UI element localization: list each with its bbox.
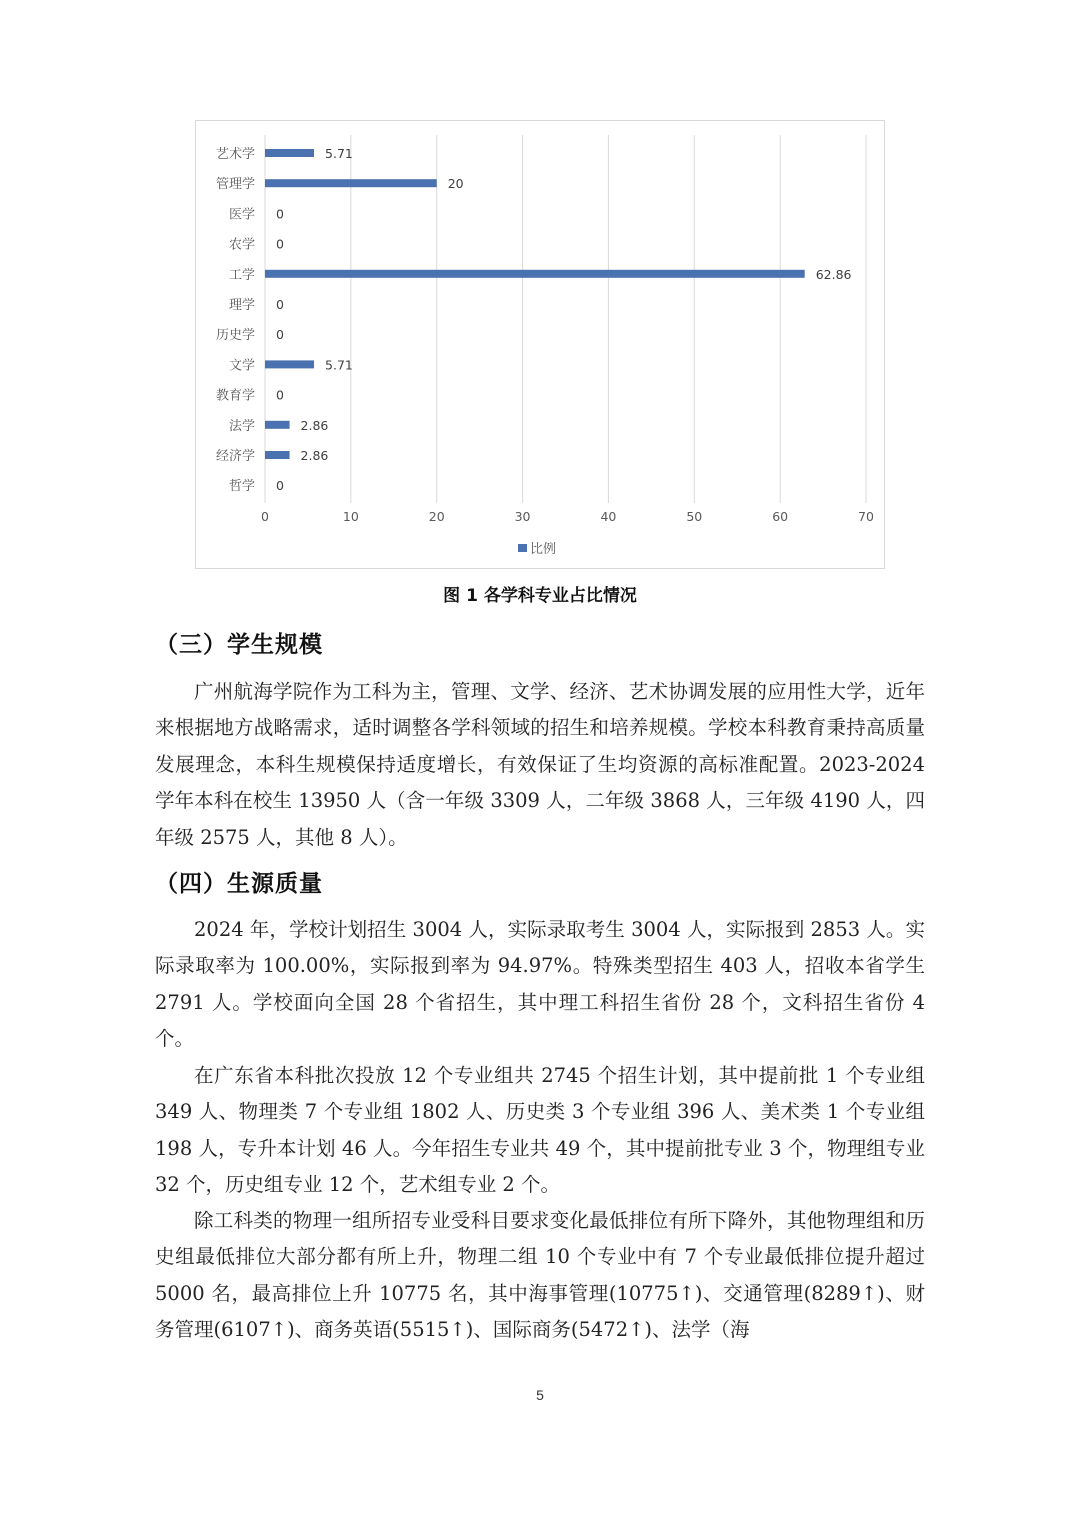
figure-caption: 图 1 各学科专业占比情况 xyxy=(443,586,637,606)
category-label: 医学 xyxy=(228,207,255,223)
section-heading-student-scale: （三）学生规模 xyxy=(155,632,323,658)
category-label: 文学 xyxy=(228,358,255,374)
x-tick-label: 40 xyxy=(600,509,617,524)
data-label: 0 xyxy=(276,387,284,403)
bar xyxy=(265,360,314,368)
category-label: 管理学 xyxy=(215,177,255,193)
bar xyxy=(265,451,290,459)
bar xyxy=(265,421,290,429)
category-label: 历史学 xyxy=(215,328,255,344)
paragraph-ranking-change: 除工科类的物理一组所招专业受科目要求变化最低排位有所下降外，其他物理组和历史组最低排位大部分都有所上升，物理二组 10 个专业中有 7 个专业最低排位提升超过 5000 名，最高排位上升 10775 名，其中海事管理(10775↑)、交通管理(8289↑)、财务管理(6107↑)、商务英语(5515↑)、国际商务(5472↑)、法学（海 xyxy=(155,1209,925,1342)
data-label: 2.86 xyxy=(300,448,329,463)
data-label: 0 xyxy=(276,297,284,312)
x-tick-label: 60 xyxy=(772,509,789,524)
x-tick-label: 30 xyxy=(514,509,531,524)
x-tick-label: 50 xyxy=(686,509,703,524)
paragraph-guangdong-plan: 在广东省本科批次投放 12 个专业组共 2745 个招生计划，其中提前批 1 个专业组 349 人、物理类 7 个专业组 1802 人、历史类 3 个专业组 396 人、美术类 1 个专业组 198 人，专升本计划 46 人。今年招生专业共 49 个，其中提前批专业 3 个，物理组专业 32 个，历史组专业 12 个，艺术组专业 2 个。 xyxy=(155,1064,925,1197)
paragraph-enrollment-overview: 2024 年，学校计划招生 3004 人，实际录取考生 3004 人，实际报到 2853 人。实际录取率为 100.00%，实际报到率为 94.97%。特殊类型招生 403 人，招收本省学生 2791 人。学校面向全国 28 个省招生，其中理工科招生省份 28 个，文科招生省份 4 个。 xyxy=(155,918,925,1051)
data-label: 5.71 xyxy=(325,357,353,373)
section-heading-enrollment-quality: （四）生源质量 xyxy=(155,871,323,897)
category-label: 法学 xyxy=(228,418,255,434)
chart-container xyxy=(195,120,885,569)
page-number: 5 xyxy=(536,1387,544,1403)
data-label: 62.86 xyxy=(815,266,852,282)
x-tick-label: 0 xyxy=(261,509,269,524)
data-label: 20 xyxy=(447,176,464,192)
category-label: 教育学 xyxy=(215,388,255,404)
paragraph-student-scale: 广州航海学院作为工科为主，管理、文学、经济、艺术协调发展的应用性大学，近年来根据地方战略需求，适时调整各学科领域的招生和培养规模。学校本科教育秉持高质量发展理念，本科生规模保持适度增长，有效保证了生均资源的高标准配置。2023-2024 学年本科在校生 13950 人（含一年级 3309 人，二年级 3868 人，三年级 4190 人，四年级 2575 人，其他 8 人）。 xyxy=(155,680,925,849)
bar xyxy=(265,179,437,187)
data-label: 0 xyxy=(276,236,284,252)
legend-label: 比例 xyxy=(530,542,557,557)
category-label: 农学 xyxy=(228,237,255,253)
data-label: 5.71 xyxy=(325,146,353,161)
x-tick-label: 70 xyxy=(858,509,874,524)
x-tick-label: 20 xyxy=(428,509,445,524)
data-label: 0 xyxy=(276,478,284,494)
data-label: 2.86 xyxy=(300,417,329,433)
bar xyxy=(265,270,805,278)
legend-swatch xyxy=(518,544,527,552)
category-label: 工学 xyxy=(228,267,255,283)
bar xyxy=(265,149,314,157)
category-label: 哲学 xyxy=(228,479,255,495)
category-label: 艺术学 xyxy=(215,147,255,162)
data-label: 0 xyxy=(276,327,284,343)
bar-chart xyxy=(196,121,884,568)
category-label: 经济学 xyxy=(215,449,255,464)
category-label: 理学 xyxy=(228,298,255,313)
data-label: 0 xyxy=(276,206,284,222)
x-tick-label: 10 xyxy=(342,509,359,524)
